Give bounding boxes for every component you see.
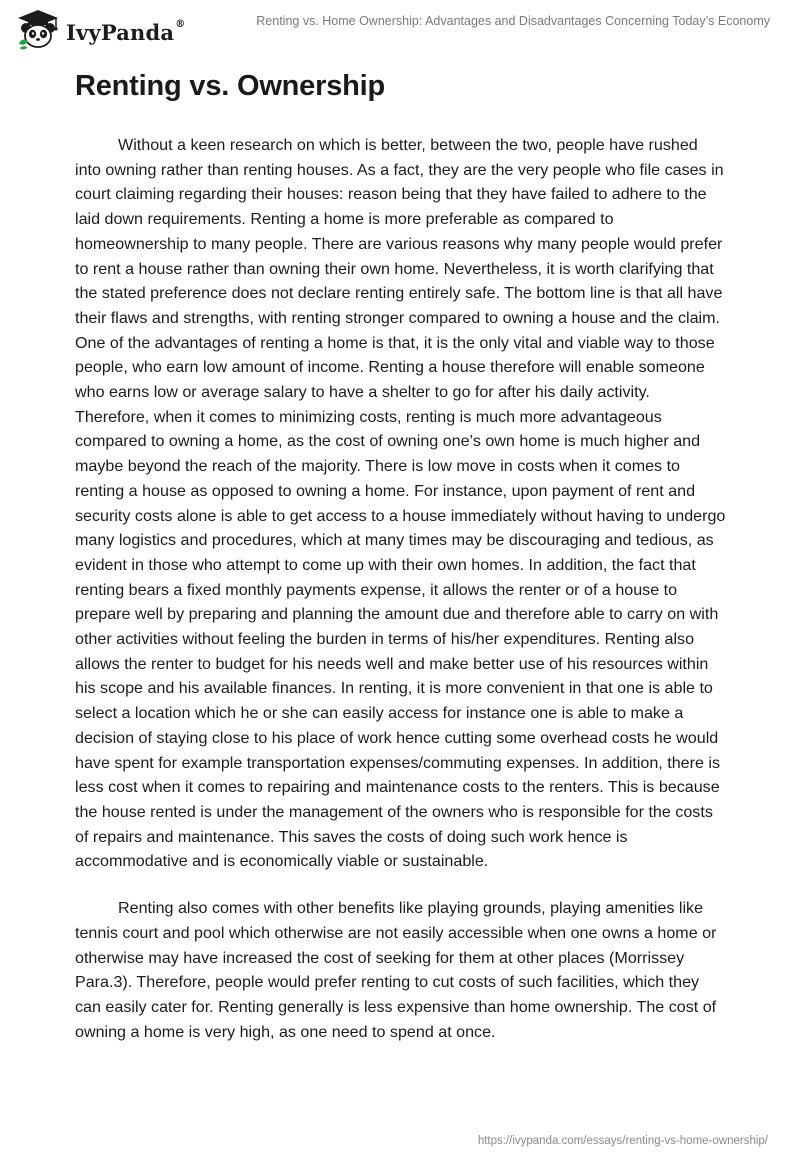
page-title: Renting vs. Ownership	[75, 70, 386, 102]
source-url[interactable]: https://ivypanda.com/essays/renting-vs-home-ownership/	[477, 1135, 768, 1147]
panda-graduation-cap-icon	[16, 8, 60, 50]
page-header	[0, 0, 800, 60]
article-body	[75, 133, 727, 1066]
registered-mark: ®	[175, 18, 186, 30]
ivypanda-logo[interactable]	[16, 8, 185, 50]
paragraph: Renting also comes with other benefits like playing grounds, playing amenities like tennis court and pool which otherwise are not easily accessible when one owns a home or otherwise may have increased the cost of seeking for them at other places (Morrissey Para.3). Therefore, people would prefer renting to cut costs of such facilities, which they can easily cater for. Renting generally is less expensive than home ownership. The cost of owning a home is very high, as one need to spend at once.	[75, 899, 717, 1041]
logo-text: IvyPanda®	[66, 18, 186, 45]
running-title: Renting vs. Home Ownership: Advantages and Disadvantages Concerning Today’s Economy	[256, 14, 770, 28]
paragraph: Without a keen research on which is better, between the two, people have rushed into owning rather than renting houses. As a fact, they are the very people who file cases in court claiming regarding their houses: reason being that they have failed to adhere to the laid down requirements. Renting a home is more preferable as compared to homeownership to many people. There are various reasons why many people would prefer to rent a house rather than owning their own home. Nevertheless, it is worth clarifying that the stated preference does not declare renting entirely safe. The bottom line is that all have their flaws and strengths, with renting stronger compared to owning a house and the claim. One of the advantages of renting a home is that, it is the only vital and viable way to those people, who earn low amount of income. Renting a house therefore will enable someone who earns low or average salary to have a shelter to go for after his daily activity. Therefore, when it comes to minimizing costs, renting is much more advantageous compared to owning a home, as the cost of owning one’s own home is much higher and maybe beyond the reach of the majority. There is low move in costs when it comes to renting a house as opposed to owning a home. For instance, upon payment of rent and security costs alone is able to get access to a house immediately without having to undergo many logistics and procedures, which at many times may be discouraging and tedious, as evident in those who attempt to come up with their own homes. In addition, the fact that renting bears a fixed monthly payments expense, it allows the renter or of a house to prepare well by preparing and planning the amount due and therefore able to carry on with other activities without feeling the burden in terms of his/her expenditures. Renting also allows the renter to budget for his needs well and make better use of his resources within his scope and his available finances. In renting, it is more convenient in that one is able to select a location which he or she can easily access for instance one is able to make a decision of staying close to his place of work hence cutting some overhead costs he would have spent for example transportation expenses/commuting expenses. In addition, there is less cost when it comes to repairing and maintenance costs to the renters. This is because the house rented is under the management of the owners who is responsible for the costs of repairs and maintenance. This saves the costs of doing such work hence is accommodative and is economically viable or sustainable.	[75, 136, 726, 871]
